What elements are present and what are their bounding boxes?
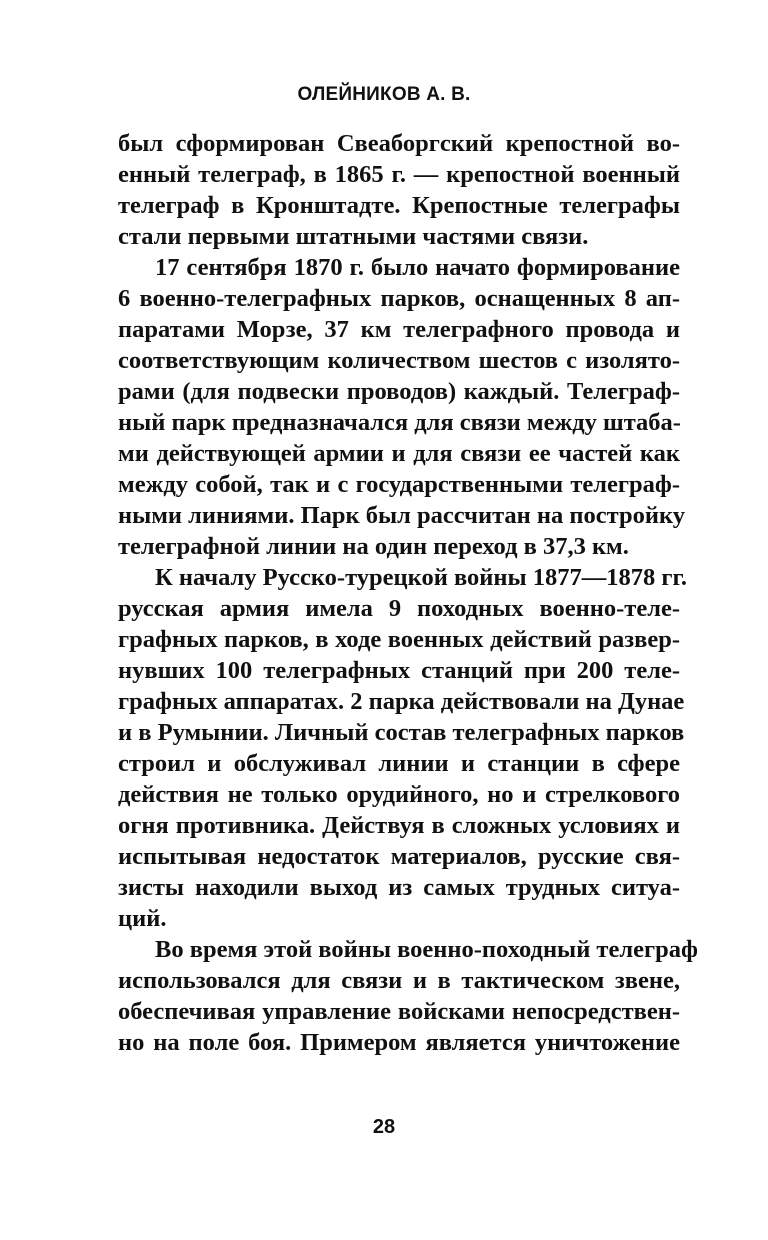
text-line: стали первыми штатными частями связи. [118, 223, 589, 250]
running-header: ОЛЕЙНИКОВ А. В. [297, 84, 471, 105]
text-line: обеспечивая управление войсками непосредствен- [118, 998, 680, 1025]
text-line: но на поле боя. Примером является уничтожение [118, 1029, 680, 1056]
text-line: рами (для подвески проводов) каждый. Телеграф- [118, 378, 680, 405]
paragraph-1 [118, 128, 680, 252]
text-line: ными линиями. Парк был рассчитан на постройку [118, 502, 685, 529]
paragraph-2 [118, 252, 685, 562]
text-line: использовался для связи и в тактическом звене, [118, 967, 680, 994]
text-line: был сформирован Свеаборгский крепостной во- [118, 130, 680, 157]
text-line: ный парк предназначался для связи между штаба- [118, 409, 681, 436]
text-line: графных парков, в ходе военных действий развер- [118, 626, 680, 653]
text-line: 17 сентября 1870 г. было начато формирование [155, 254, 680, 281]
text-line: действия не только орудийного, но и стрелкового [118, 781, 680, 808]
body-text [118, 128, 698, 1058]
text-line: паратами Морзе, 37 км телеграфного провода и [118, 316, 680, 343]
paragraph-4 [118, 934, 698, 1058]
paragraph-3 [118, 562, 687, 934]
page-number: 28 [372, 1116, 396, 1138]
text-line: нувших 100 телеграфных станций при 200 теле- [118, 657, 680, 684]
text-line: между собой, так и с государственными телеграф- [118, 471, 680, 498]
text-line: испытывая недостаток материалов, русские свя- [118, 843, 680, 870]
text-line: ций. [118, 905, 167, 932]
text-line: русская армия имела 9 походных военно-теле- [118, 595, 680, 622]
text-line: и в Румынии. Личный состав телеграфных парков [118, 719, 685, 746]
text-line: строил и обслуживал линии и станции в сфере [118, 750, 680, 777]
text-line: ми действующей армии и для связи ее частей как [118, 440, 680, 467]
text-line: соответствующим количеством шестов с изолято- [118, 347, 680, 374]
text-line: графных аппаратах. 2 парка действовали на Дунае [118, 688, 685, 715]
text-line: зисты находили выход из самых трудных ситуа- [118, 874, 680, 901]
text-line: К началу Русско-турецкой войны 1877—1878 гг. [155, 564, 687, 591]
text-line: 6 военно-телеграфных парков, оснащенных 8 ап- [118, 285, 680, 312]
text-line: телеграф в Кронштадте. Крепостные телеграфы [118, 192, 680, 219]
text-line: Во время этой войны военно-походный телеграф [155, 936, 698, 963]
text-line: огня противника. Действуя в сложных условиях и [118, 812, 680, 839]
text-line: телеграфной линии на один переход в 37,3 км. [118, 533, 629, 560]
text-line: енный телеграф, в 1865 г. — крепостной военный [118, 161, 680, 188]
